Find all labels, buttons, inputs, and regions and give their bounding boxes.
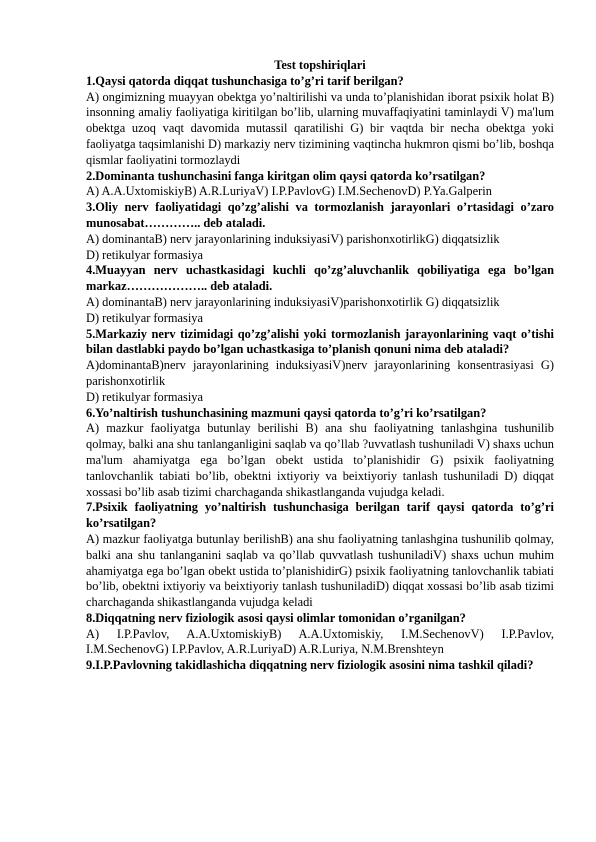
question-6: 6.Yo’naltirish tushunchasining mazmuni qaysi qatorda to’g’ri ko’rsatilgan? (86, 405, 487, 420)
question-9: 9.I.P.Pavlovning takidlashicha diqqatning nerv fiziologik asosini nima tashkil qiladi? (86, 658, 534, 673)
answer-options-3-cont: D) retikulyar formasiya (86, 247, 203, 262)
question-8: 8.Diqqatning nerv fiziologik asosi qaysi olimlar tomonidan o’rganilgan? (86, 610, 466, 625)
answer-options-4: A) dominantaB) nerv jarayonlarining induksiyasiV)parishonxotirlik G) diqqatsizlik (86, 294, 500, 309)
document-title: Test topshiriqlari (274, 58, 366, 72)
answer-options-3: A) dominantaB) nerv jarayonlarining induksiyasiV) parishonxotirlikG) diqqatsizlik (86, 231, 500, 246)
question-7: 7.Psixik faoliyatning yo’naltirish tushunchasiga berilgan tarif qaysi qatorda to’g’ri ko’rsatilgan? (86, 500, 554, 531)
answer-options-8: A) I.P.Pavlov, A.A.UxtomiskiyB) A.A.Uxtomiskiy, I.M.SechenovV) I.P.Pavlov, I.M.SechenovG) I.P.Pavlov, A.R.LuriyaD) A.R.Luriya, N.M.Brenshteyn (86, 626, 554, 657)
answer-options-4-cont: D) retikulyar formasiya (86, 310, 203, 325)
answer-options-7: A) mazkur faoliyatga butunlay berilishB) ana shu faoliyatning tanlashgina tushunilib qolmay, balki ana shu tanlanganini saqlab va qo’llab quvvatlash tushuniladiV) shaxs uchun muhim ahamiyatga ega bo’lgan obekt ustida to’planishidirG) psixik faoliyatning tanlovchanlik tabiati bo’lib, obektni ixtiyoriy va beixtiyoriy tanlash tushuniladiD) diqqat xossasi bo’lib asab tizimi charchaganda shikastlanganda vujudga keladi (86, 531, 554, 610)
question-5: 5.Markaziy nerv tizimidagi qo’zg’alishi yoki tormozlanish jarayonlarining vaqt o’tishi bilan dastlabki paydo bo’lgan uchastkasiga to’planish qonuni nima deb ataladi? (86, 326, 554, 357)
question-1: 1.Qaysi qatorda diqqat tushunchasiga to’g’ri tarif berilgan? (86, 73, 404, 88)
document-page (86, 58, 554, 674)
question-4: 4.Muayyan nerv uchastkasidagi kuchli qo’zg’aluvchanlik qobiliyatiga ega bo’lgan markaz……………….. deb ataladi. (86, 263, 554, 294)
answer-options-5-cont: D) retikulyar formasiya (86, 389, 203, 404)
answer-options-5: A)dominantaB)nerv jarayonlarining induksiyasiV)nerv jarayonlarining konsentrasiyasi G) parishonxotirlik (86, 358, 554, 388)
answer-options-6: A) mazkur faoliyatga butunlay berilishi B) ana shu faoliyatning tanlashgina tushunilib qolmay, balki ana shu tanlanganligini saqlab va qo’llab ?uvvatlash tushuniladi V) shaxs uchun ma'lum ahamiyatga ega bo’lgan obekt ustida to’planishidir G) psixik faoliyatning tanlovchanlik tabiati bo’lib, obektni ixtiyoriy va beixtiyoriy tanlash tushuniladi D) diqqat xossasi bo’lib asab tizimi charchaganda shikastlanganda vujudga keladi. (86, 421, 554, 499)
answer-options-2: A) A.A.UxtomiskiyB) A.R.LuriyaV) I.P.PavlovG) I.M.SechenovD) P.Ya.Galperin (86, 184, 492, 199)
answer-options-1: A) ongimizning muayyan obektga yo’naltirilishi va unda to’planishidan iborat psixik holat B) insonning amaliy faoliyatiga kiritilgan bo’lib, ularning muvaffaqiyatini taminlaydi V) ma'lum obektga uzoq vaqt davomida mutassil qaratilishi G) bir vaqtda bir necha obektga yoki faoliyatga taqsimlanishi D) markaziy nerv tizimining vaqtincha hukmron qismi bo’lib, boshqa qismlar faoliyatini tormozlaydi (86, 89, 554, 167)
question-2: 2.Dominanta tushunchasini fanga kiritgan olim qaysi qatorda ko’rsatilgan? (86, 168, 486, 183)
question-3: 3.Oliy nerv faoliyatidagi qo’zg’alishi va tormozlanish jarayonlari o’rtasidagi o’zaro munosabat………….. deb ataladi. (86, 200, 554, 230)
